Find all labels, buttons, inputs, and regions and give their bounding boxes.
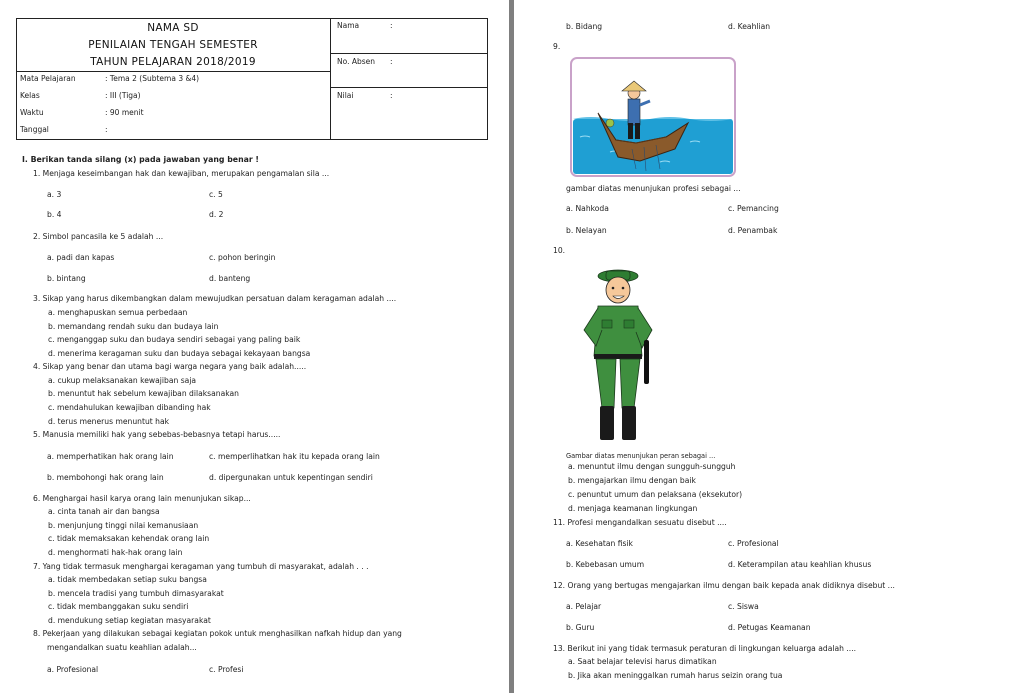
q8-option-b[interactable]: b. Bidang bbox=[566, 22, 603, 31]
q7-option-a[interactable]: a. tidak membedakan setiap suku bangsa bbox=[48, 575, 207, 584]
q7-text: 7. Yang tidak termasuk menghargai keragaman yang tumbuh di masyarakat, adalah . . . bbox=[33, 562, 369, 571]
school-name: NAMA SD bbox=[147, 22, 199, 34]
info-date-label: Tanggal bbox=[20, 125, 49, 134]
q11-text: 11. Profesi mengandalkan sesuatu disebut .... bbox=[553, 518, 727, 527]
name-label: Nama bbox=[337, 21, 360, 30]
page-left bbox=[0, 0, 509, 693]
q13-text: 13. Berikut ini yang tidak termasuk peraturan di lingkungan keluarga adalah .... bbox=[553, 644, 857, 653]
q3-option-a[interactable]: a. menghapuskan semua perbedaan bbox=[48, 308, 188, 317]
q12-text: 12. Orang yang bertugas mengajarkan ilmu dengan baik kepada anak didiknya disebut ... bbox=[553, 581, 895, 590]
q2-option-a[interactable]: a. padi dan kapas bbox=[47, 253, 115, 262]
q8-option-d[interactable]: d. Keahlian bbox=[728, 22, 771, 31]
q7-option-c[interactable]: c. tidak membanggakan suku sendiri bbox=[48, 602, 189, 611]
q9-number: 9. bbox=[553, 42, 561, 51]
q8-option-c[interactable]: c. Profesi bbox=[209, 665, 244, 674]
q13-option-a[interactable]: a. Saat belajar televisi harus dimatikan bbox=[568, 657, 717, 666]
q3-option-d[interactable]: d. menerima keragaman suku dan budaya sebagai kekayaan bangsa bbox=[48, 349, 311, 358]
info-subject-label: Mata Pelajaran bbox=[20, 74, 76, 83]
q9-option-c[interactable]: c. Pemancing bbox=[728, 204, 779, 213]
score-label: Nilai bbox=[337, 91, 354, 100]
q10-caption: Gambar diatas menunjukan peran sebagai ... bbox=[566, 452, 716, 460]
absen-label: No. Absen bbox=[337, 57, 376, 66]
q5-option-b[interactable]: b. membohongi hak orang lain bbox=[47, 473, 164, 482]
q11-option-b[interactable]: b. Kebebasan umum bbox=[566, 560, 645, 569]
q4-text: 4. Sikap yang benar dan utama bagi warga negara yang baik adalah..... bbox=[33, 362, 307, 371]
q10-option-b[interactable]: b. mengajarkan ilmu dengan baik bbox=[568, 476, 696, 485]
info-class-label: Kelas bbox=[20, 91, 40, 100]
q8-text-line2: mengandalkan suatu keahlian adalah... bbox=[47, 643, 197, 652]
q8-text: 8. Pekerjaan yang dilakukan sebagai kegiatan pokok untuk menghasilkan nafkah hidup dan yang bbox=[33, 629, 402, 638]
q5-option-a[interactable]: a. memperhatikan hak orang lain bbox=[47, 452, 174, 461]
q1-option-b[interactable]: b. 4 bbox=[47, 210, 62, 219]
q2-option-d[interactable]: d. banteng bbox=[209, 274, 251, 283]
q1-option-d[interactable]: d. 2 bbox=[209, 210, 224, 219]
q10-number: 10. bbox=[553, 246, 566, 255]
q4-option-a[interactable]: a. cukup melaksanakan kewajiban saja bbox=[48, 376, 197, 385]
q3-text: 3. Sikap yang harus dikembangkan dalam mewujudkan persatuan dalam keragaman adalah .... bbox=[33, 294, 397, 303]
q9-option-b[interactable]: b. Nelayan bbox=[566, 226, 607, 235]
q6-option-b[interactable]: b. menjunjung tinggi nilai kemanusiaan bbox=[48, 521, 199, 530]
q10-option-c[interactable]: c. penuntut umum dan pelaksana (eksekutor) bbox=[568, 490, 743, 499]
q3-option-c[interactable]: c. menganggap suku dan budaya sendiri sebagai yang paling baik bbox=[48, 335, 301, 344]
q5-option-d[interactable]: d. dipergunakan untuk kepentingan sendiri bbox=[209, 473, 373, 482]
info-time-label: Waktu bbox=[20, 108, 44, 117]
instruction: I. Berikan tanda silang (x) pada jawaban yang benar ! bbox=[22, 155, 259, 164]
info-class-value: : III (Tiga) bbox=[105, 91, 141, 100]
q12-option-d[interactable]: d. Petugas Keamanan bbox=[728, 623, 811, 632]
q10-option-d[interactable]: d. menjaga keamanan lingkungan bbox=[568, 504, 698, 513]
q9-option-d[interactable]: d. Penambak bbox=[728, 226, 778, 235]
q11-option-c[interactable]: c. Profesional bbox=[728, 539, 779, 548]
school-year: TAHUN PELAJARAN 2018/2019 bbox=[90, 56, 256, 68]
q1-option-c[interactable]: c. 5 bbox=[209, 190, 223, 199]
q12-option-c[interactable]: c. Siswa bbox=[728, 602, 759, 611]
q11-option-d[interactable]: d. Keterampilan atau keahlian khusus bbox=[728, 560, 872, 569]
q11-option-a[interactable]: a. Kesehatan fisik bbox=[566, 539, 633, 548]
q9-option-a[interactable]: a. Nahkoda bbox=[566, 204, 609, 213]
q9-caption: gambar diatas menunjukan profesi sebagai ... bbox=[566, 184, 741, 193]
q1-option-a[interactable]: a. 3 bbox=[47, 190, 62, 199]
q7-option-b[interactable]: b. mencela tradisi yang tumbuh dimasyarakat bbox=[48, 589, 224, 598]
q4-option-d[interactable]: d. terus menerus menuntut hak bbox=[48, 417, 170, 426]
q6-option-d[interactable]: d. menghormati hak-hak orang lain bbox=[48, 548, 183, 557]
q12-option-b[interactable]: b. Guru bbox=[566, 623, 595, 632]
page-right bbox=[514, 0, 1027, 693]
q4-option-b[interactable]: b. menuntut hak sebelum kewajiban dilaksanakan bbox=[48, 389, 239, 398]
q5-option-c[interactable]: c. memperlihatkan hak itu kepada orang lain bbox=[209, 452, 380, 461]
fisherman-image bbox=[570, 57, 736, 177]
q6-text: 6. Menghargai hasil karya orang lain menunjukan sikap... bbox=[33, 494, 251, 503]
exam-title: PENILAIAN TENGAH SEMESTER bbox=[88, 39, 258, 51]
security-guard-image bbox=[576, 268, 656, 446]
q5-text: 5. Manusia memiliki hak yang sebebas-bebasnya tetapi harus..... bbox=[33, 430, 281, 439]
q7-option-d[interactable]: d. mendukung setiap kegiatan masyarakat bbox=[48, 616, 211, 625]
q6-option-a[interactable]: a. cinta tanah air dan bangsa bbox=[48, 507, 160, 516]
q12-option-a[interactable]: a. Pelajar bbox=[566, 602, 602, 611]
q2-text: 2. Simbol pancasila ke 5 adalah ... bbox=[33, 232, 164, 241]
info-subject-value: : Tema 2 (Subtema 3 &4) bbox=[105, 74, 200, 83]
q4-option-c[interactable]: c. mendahulukan kewajiban dibanding hak bbox=[48, 403, 211, 412]
info-time-value: : 90 menit bbox=[105, 108, 144, 117]
q10-option-a[interactable]: a. menuntut ilmu dengan sungguh-sungguh bbox=[568, 462, 736, 471]
q13-option-b[interactable]: b. Jika akan meninggalkan rumah harus seizin orang tua bbox=[568, 671, 783, 680]
q2-option-c[interactable]: c. pohon beringin bbox=[209, 253, 276, 262]
q8-option-a[interactable]: a. Profesional bbox=[47, 665, 99, 674]
q1-text: 1. Menjaga keseimbangan hak dan kewajiban, merupakan pengamalan sila ... bbox=[33, 169, 330, 178]
info-date-value: : bbox=[105, 125, 108, 134]
q6-option-c[interactable]: c. tidak memaksakan kehendak orang lain bbox=[48, 534, 210, 543]
q2-option-b[interactable]: b. bintang bbox=[47, 274, 86, 283]
q3-option-b[interactable]: b. memandang rendah suku dan budaya lain bbox=[48, 322, 219, 331]
header-box: NAMA SD PENILAIAN TENGAH SEMESTER TAHUN PELAJARAN 2018/2019 Nama : No. Absen : Nilai : Mata Pelajaran : Tema 2 (Subtema 3 &4) Kelas : III (Tiga) Waktu : 90 menit Tanggal : bbox=[16, 18, 488, 140]
